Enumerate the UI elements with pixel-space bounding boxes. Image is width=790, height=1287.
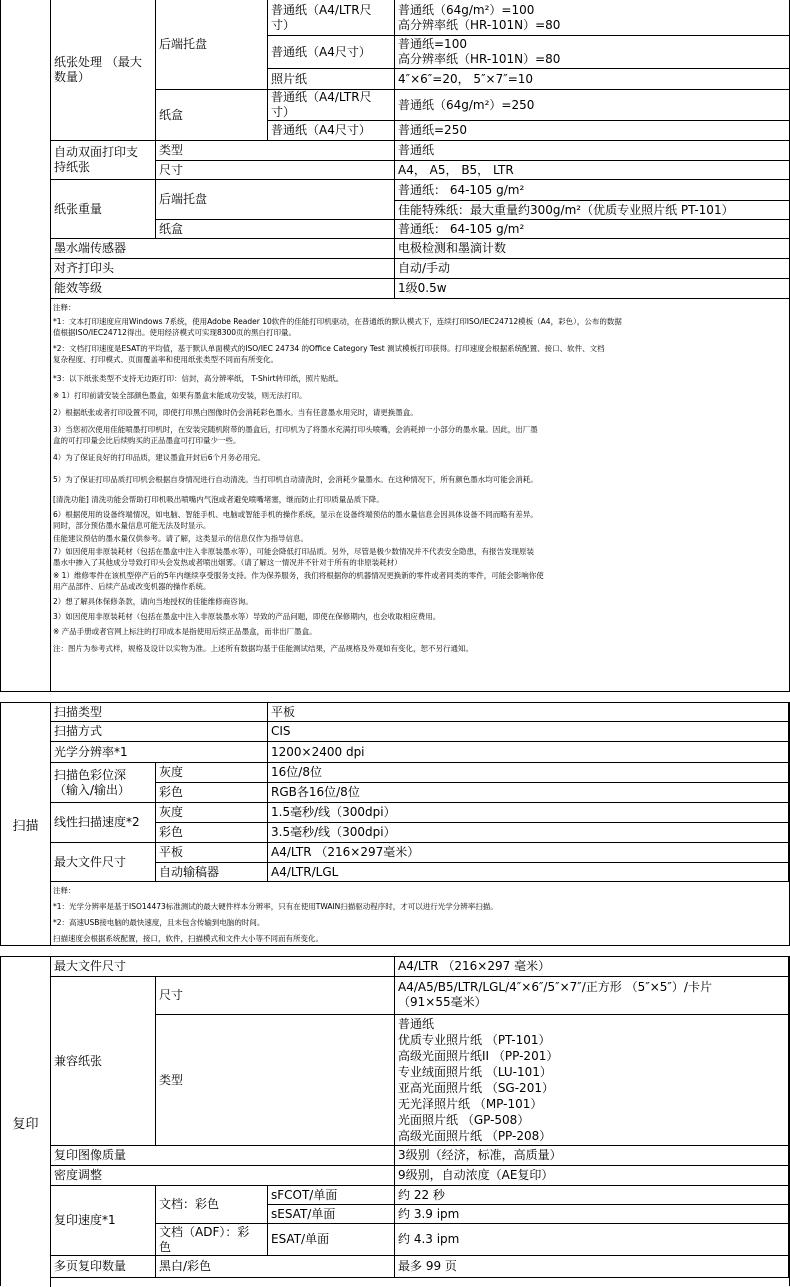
head-align-label: 对齐打印头 bbox=[51, 259, 395, 279]
weight-rear-tray-label: 后端托盘 bbox=[156, 180, 395, 220]
paper-type-value: 普通纸 优质专业照片纸 （PT-101） 高级光面照片纸II （PP-201） 专业绒面照片纸 （LU-101） 亚高光面照片纸 （SG-201） 无光泽照片纸 （MP-101） 光面照片纸 （GP-508） 高级光面照片纸 （PP-208） bbox=[395, 1015, 789, 1146]
sfcot-value: 约 22 秒 bbox=[395, 1186, 789, 1205]
weight-cassette-val: 普通纸： 64-105 g/m² bbox=[395, 220, 790, 239]
ph-row1-value: 普通纸（64g/m²）=100 高分辨率纸（HR-101N）=80 bbox=[395, 0, 790, 36]
ph-row4-value: 普通纸（64g/m²）=250 bbox=[395, 90, 790, 121]
scan-speed-label: 线性扫描速度*2 bbox=[51, 803, 156, 843]
note-line: *1：文本打印速度应用Windows 7系统，使用Adobe Reader 10软件的佳能打印机驱动，在普通纸的默认模式下，连续打印ISO/IEC24712模板（A4，彩色），公布的数据 bbox=[53, 317, 622, 326]
paper-handling-label: 纸张处理 （最大数量） bbox=[51, 0, 156, 141]
note-line: ※ 1）维修零件在该机型停产后的5年内继续享受服务支持。作为保养服务，我们将根据你的机器情况更换新的零件或者同类的零件，可能会影响你使 bbox=[53, 571, 544, 580]
sfcot-label: sFCOT/单面 bbox=[268, 1186, 395, 1205]
depth-color-value: RGB各16位/8位 bbox=[268, 783, 789, 803]
doc-color-label: 文档：彩色 bbox=[156, 1186, 268, 1224]
sesat-label: sESAT/单面 bbox=[268, 1205, 395, 1224]
multi-copy-label: 多页复印数量 bbox=[51, 1256, 156, 1278]
density-label: 密度调整 bbox=[51, 1166, 395, 1186]
copy-max-file-label: 最大文件尺寸 bbox=[51, 957, 395, 977]
multi-copy-value: 最多 99 页 bbox=[395, 1256, 789, 1278]
ink-sensor-value: 电极检测和墨滴计数 bbox=[395, 239, 790, 259]
sesat-value: 约 3.9 ipm bbox=[395, 1205, 789, 1224]
max-file-adf-label: 自动输稿器 bbox=[156, 863, 268, 882]
weight-cassette-label: 纸盒 bbox=[156, 220, 395, 239]
speed-color-value: 3.5毫秒/线（300dpi） bbox=[268, 823, 789, 843]
weight-rear-val2: 佳能特殊纸：最大重量约300g/m²（优质专业照片纸 PT-101） bbox=[395, 201, 790, 220]
density-value: 9级别，自动浓度（AE复印） bbox=[395, 1166, 789, 1186]
section-label-cell bbox=[1, 0, 51, 691]
duplex-type-value: 普通纸 bbox=[395, 141, 790, 161]
note-line: 用产品部件、后续产品或改变机器的操作系统。 bbox=[53, 582, 211, 591]
note-line: 注释： bbox=[53, 886, 76, 895]
ph-row3-value: 4″×6″=20， 5″×7″=10 bbox=[395, 69, 790, 90]
ph-row5-type: 普通纸（A4尺寸） bbox=[268, 121, 395, 141]
paper-size-label: 尺寸 bbox=[156, 977, 395, 1015]
duplex-size-label: 尺寸 bbox=[156, 161, 395, 180]
note-line: 盒的可打印量会比后续购买的正品墨盒可打印量少一些。 bbox=[53, 436, 241, 445]
duplex-label: 自动双面打印支 持纸张 bbox=[51, 141, 156, 180]
paper-type-label: 类型 bbox=[156, 1015, 395, 1146]
note-line: 佳能建议预估的墨水量仅供参考。请了解，这类显示的信息仅作为指导信息。 bbox=[53, 534, 308, 543]
paper-weight-label: 纸张重量 bbox=[51, 180, 156, 239]
rear-tray-label: 后端托盘 bbox=[156, 0, 268, 90]
scan-section bbox=[0, 702, 790, 946]
optical-resolution-label: 光学分辨率*1 bbox=[51, 742, 268, 763]
note-line: *2：高速USB接电脑的最快速度，且未包含传输到电脑的时间。 bbox=[53, 918, 265, 927]
note-line: 5）为了保证打印品质打印机会根据自身情况进行自动清洗。当打印机自动清洗时，会消耗少量墨水。在这种情况下，所有颜色墨水均可能会消耗。 bbox=[53, 475, 538, 484]
note-line: 值根据ISO/IEC24712得出。使用经济模式可实现8300页的黑白打印量。 bbox=[53, 328, 297, 337]
note-line: 墨水中掺入了其他成分导致打印头会发热或者喷出烟雾。（请了解这一情况并不针对于所有的非原装耗材） bbox=[53, 558, 402, 567]
color-depth-label: 扫描色彩位深 （输入/输出） bbox=[51, 763, 156, 803]
speed-color-label: 彩色 bbox=[156, 823, 268, 843]
note-line: 扫描速度会根据系统配置，接口，软件，扫描模式和文件大小等不同而有所变化。 bbox=[53, 934, 323, 943]
scan-method-label: 扫描方式 bbox=[51, 722, 268, 742]
note-line: 7）如因使用非原装耗材（包括在墨盒中注入非原装墨水等），可能会降低打印品质。另外，尽管是极少数情况并不代表安全隐患，有报告发现原装 bbox=[53, 547, 535, 556]
copy-quality-value: 3级别（经济，标准，高质量） bbox=[395, 1146, 789, 1166]
note-line: 3）当您初次使用佳能喷墨打印机时，在安装完随机附带的墨盒后，打印机为了将墨水充满打印头喷嘴，会消耗掉一小部分的墨水量。因此，出厂墨 bbox=[53, 425, 538, 434]
copy-section-label: 复印 bbox=[1, 957, 51, 1287]
max-file-flatbed-value: A4/LTR （216×297毫米） bbox=[268, 843, 789, 863]
duplex-type-label: 类型 bbox=[156, 141, 395, 161]
scan-notes bbox=[51, 883, 789, 945]
note-line: *3：以下纸张类型不支持无边距打印：信封，高分辨率纸， T-Shirt转印纸，照片贴纸。 bbox=[53, 374, 344, 383]
energy-value: 1级0.5w bbox=[395, 279, 790, 299]
scan-section-label: 扫描 bbox=[1, 703, 51, 945]
note-line: *1：光学分辨率是基于ISO14473标准测试的最大硬件样本分辨率，只有在使用TWAIN扫描驱动程序时，才可以进行光学分辨率扫描。 bbox=[53, 902, 498, 911]
max-file-flatbed-label: 平板 bbox=[156, 843, 268, 863]
note-line: 复杂程度、打印模式、页面覆盖率和使用纸张类型不同而有所变化。 bbox=[53, 355, 278, 364]
optical-resolution-value: 1200×2400 dpi bbox=[268, 742, 789, 763]
multi-copy-mode: 黑白/彩色 bbox=[156, 1256, 395, 1278]
note-line: ※ 产品手册或者官网上标注的打印成本是指使用后续正品墨盒，而非出厂墨盒。 bbox=[53, 627, 317, 636]
copy-speed-label: 复印速度*1 bbox=[51, 1186, 156, 1256]
ph-row2-value: 普通纸=100 高分辨率纸（HR-101N）=80 bbox=[395, 36, 790, 69]
copy-max-file-value: A4/LTR （216×297 毫米） bbox=[395, 957, 789, 977]
note-line: ※ 1）打印前请安装全部颜色墨盒，如果有墨盒未能成功安装，则无法打印。 bbox=[53, 391, 307, 400]
speed-gray-value: 1.5毫秒/线（300dpi） bbox=[268, 803, 789, 823]
ink-sensor-label: 墨水端传感器 bbox=[51, 239, 395, 259]
depth-gray-value: 16位/8位 bbox=[268, 763, 789, 783]
note-line: 注释： bbox=[53, 303, 76, 312]
ph-row5-value: 普通纸=250 bbox=[395, 121, 790, 141]
note-line: [清洗功能] 清洗功能会帮助打印机吸出喷嘴内气泡或者避免喷嘴堵塞，继而防止打印质量品质下降。 bbox=[53, 495, 384, 504]
weight-rear-val1: 普通纸： 64-105 g/m² bbox=[395, 180, 790, 201]
ph-row4-type: 普通纸（A4/LTR尺 寸） bbox=[268, 90, 395, 121]
energy-label: 能效等级 bbox=[51, 279, 395, 299]
cassette-label: 纸盒 bbox=[156, 90, 268, 141]
compatible-paper-label: 兼容纸张 bbox=[51, 977, 156, 1146]
note-line: 6）根据使用的设备终端情况，如电脑、智能手机、电脑或智能手机的操作系统，显示在设备终端预估的墨水量信息会因具体设备不同而略有差异。 bbox=[53, 510, 538, 519]
note-line: 同时，部分预估墨水量信息可能无法及时显示。 bbox=[53, 521, 211, 530]
copy-quality-label: 复印图像质量 bbox=[51, 1146, 395, 1166]
note-line: 2）根据纸张或者打印设置不同，即使打印黑白图像时仍会消耗彩色墨水。当有任意墨水用完时，请更换墨盒。 bbox=[53, 408, 418, 417]
copy-section bbox=[0, 956, 790, 1286]
scan-type-label: 扫描类型 bbox=[51, 703, 268, 722]
note-line: 2）想了解具体保修条款，请向当地授权的佳能维修商咨询。 bbox=[53, 597, 253, 606]
paper-size-value: A4/A5/B5/LTR/LGL/4″×6″/5″×7″/正方形 （5″×5″）/卡片 （91×55毫米） bbox=[395, 977, 789, 1015]
scan-method-value: CIS bbox=[268, 722, 789, 742]
esat-label: ESAT/单面 bbox=[268, 1224, 395, 1256]
head-align-value: 自动/手动 bbox=[395, 259, 790, 279]
note-line: 注：图片为参考式样，规格及设计以实物为准。上述所有数据均基于佳能测试结果，产品规格及外观如有变化，恕不另行通知。 bbox=[53, 644, 473, 653]
adf-color-label: 文档（ADF）：彩 色 bbox=[156, 1224, 268, 1256]
ph-row3-type: 照片纸 bbox=[268, 69, 395, 90]
depth-gray-label: 灰度 bbox=[156, 763, 268, 783]
depth-color-label: 彩色 bbox=[156, 783, 268, 803]
ph-row1-type: 普通纸（A4/LTR尺 寸） bbox=[268, 0, 395, 36]
note-line: *2：文档打印速度是ESAT的平均值，基于默认单面模式的ISO/IEC 24734 的Office Category Test 测试模板打印获得。打印速度会根据系统配置、接口、软件、文档 bbox=[53, 344, 605, 353]
scan-max-file-label: 最大文件尺寸 bbox=[51, 843, 156, 882]
duplex-size-value: A4， A5， B5， LTR bbox=[395, 161, 790, 180]
note-line: 4）为了保证良好的打印品质，建议墨盒开封后6个月务必用完。 bbox=[53, 453, 266, 462]
note-line: 3）如因使用非原装耗材（包括在墨盒中注入非原装墨水等）导致的产品问题，即使在保修期内，也会收取相应费用。 bbox=[53, 612, 441, 621]
esat-value: 约 4.3 ipm bbox=[395, 1224, 789, 1256]
speed-gray-label: 灰度 bbox=[156, 803, 268, 823]
max-file-adf-value: A4/LTR/LGL bbox=[268, 863, 789, 882]
ph-row2-type: 普通纸（A4尺寸） bbox=[268, 36, 395, 69]
printer-notes bbox=[51, 301, 789, 691]
scan-type-value: 平板 bbox=[268, 703, 789, 722]
